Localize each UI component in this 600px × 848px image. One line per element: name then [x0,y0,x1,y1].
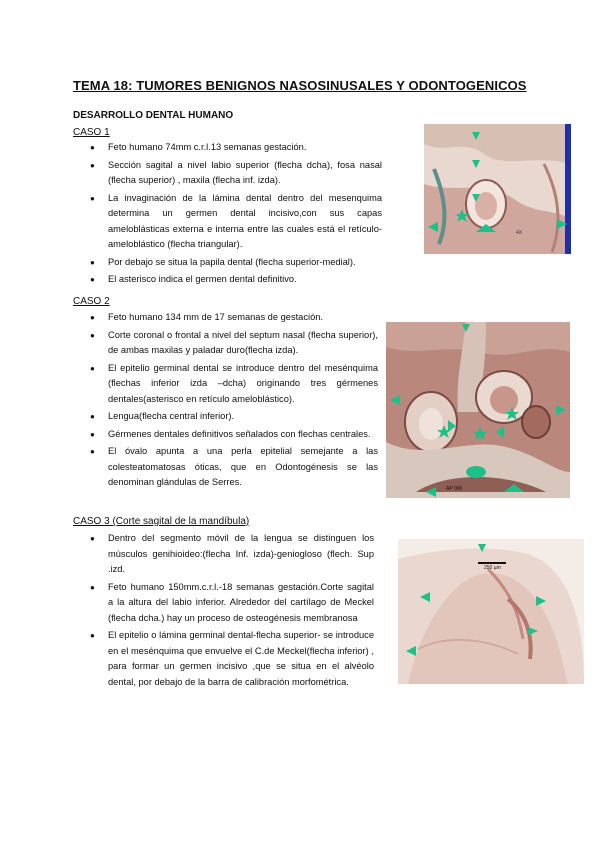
list-item: ● Por debajo se situa la papila dental (flecha superior-medial). [88,255,382,271]
case-2-list [88,310,378,493]
case-3-figure-label: 250 µm [484,565,501,571]
list-item: ● Gérmenes dentales definitivos señalados con flechas centrales. [88,427,378,443]
case-3-list [88,531,374,692]
case-3-histology-image [398,539,584,684]
list-item: ● El óvalo apunta a una perla epitelial semejante a las colesteatomatosas óticas, que en Odontogénesis se las denominan glándulas de Serres. [88,444,378,491]
case-3-subtitle: (Corte sagital de la mandíbula) [112,516,250,527]
page-title: TEMA 18: TUMORES BENIGNOS NASOSINUSALES Y ODONTOGENICOS [73,78,527,93]
case-2-figure-label: AP 000 [446,486,463,492]
case-1-figure-label: 4X [516,230,523,236]
case-1-histology-image [424,124,571,254]
list-item: ● Dentro del segmento móvil de la lengua se distinguen los músculos genihioideo:(flecha Inf. izda)-geniogloso (flech. Sup .izd. [88,531,374,578]
list-item: ● Lengua(flecha central inferior). [88,409,378,425]
case-1-list [88,140,382,290]
case-3-title [73,516,249,527]
list-item: ● El epitelio o lámina germinal dental-flecha superior- se introduce en el mesénquima que envuelve el C.de Meckel(flecha inferior) , para formar un germen incisivo ,que se situa en el alvéolo dental, por debajo de la barra de calibración morfométrica. [88,628,374,690]
list-item: ● Feto humano 74mm c.r.l.13 semanas gestación. [88,140,382,156]
list-item: ● La invaginación de la lámina dental dentro del mesenquima determina un germen dental incisivo,con sus capas ameloblásticas externa e interna entre las cuales está el retículo-ameloblástico (flecha triangular). [88,191,382,253]
list-item: ● Sección sagital a nivel labio superior (flecha dcha), fosa nasal (flecha superior) , maxila (flecha inf. izda). [88,158,382,189]
list-item: ● Corte coronal o frontal a nivel del septum nasal (flecha superior), de ambas maxilas y paladar duro(flecha izda). [88,328,378,359]
list-item: ● Feto humano 134 mm de 17 semanas de gestación. [88,310,378,326]
case-3-title-text: CASO 3 [73,516,110,527]
case-2-title: CASO 2 [73,296,110,307]
list-item: ● El asterisco indica el germen dental definitivo. [88,272,382,288]
case-1-title: CASO 1 [73,127,110,138]
list-item: ● Feto humano 150mm.c.r.l.-18 semanas gestación.Corte sagital a la altura del labio inferior. Alrededor del cartílago de Meckel (flecha dcha.) hay un proceso de osteogénesis membranosa [88,580,374,627]
section-title: DESARROLLO DENTAL HUMANO [73,110,234,121]
list-item: ● El epitelio germinal dental se introduce dentro del mesénquima (flechas inferior izda –dcha) originando tres gérmenes dentales(asterisco en retículo ameloblástico). [88,361,378,408]
case-2-histology-image [386,322,570,498]
